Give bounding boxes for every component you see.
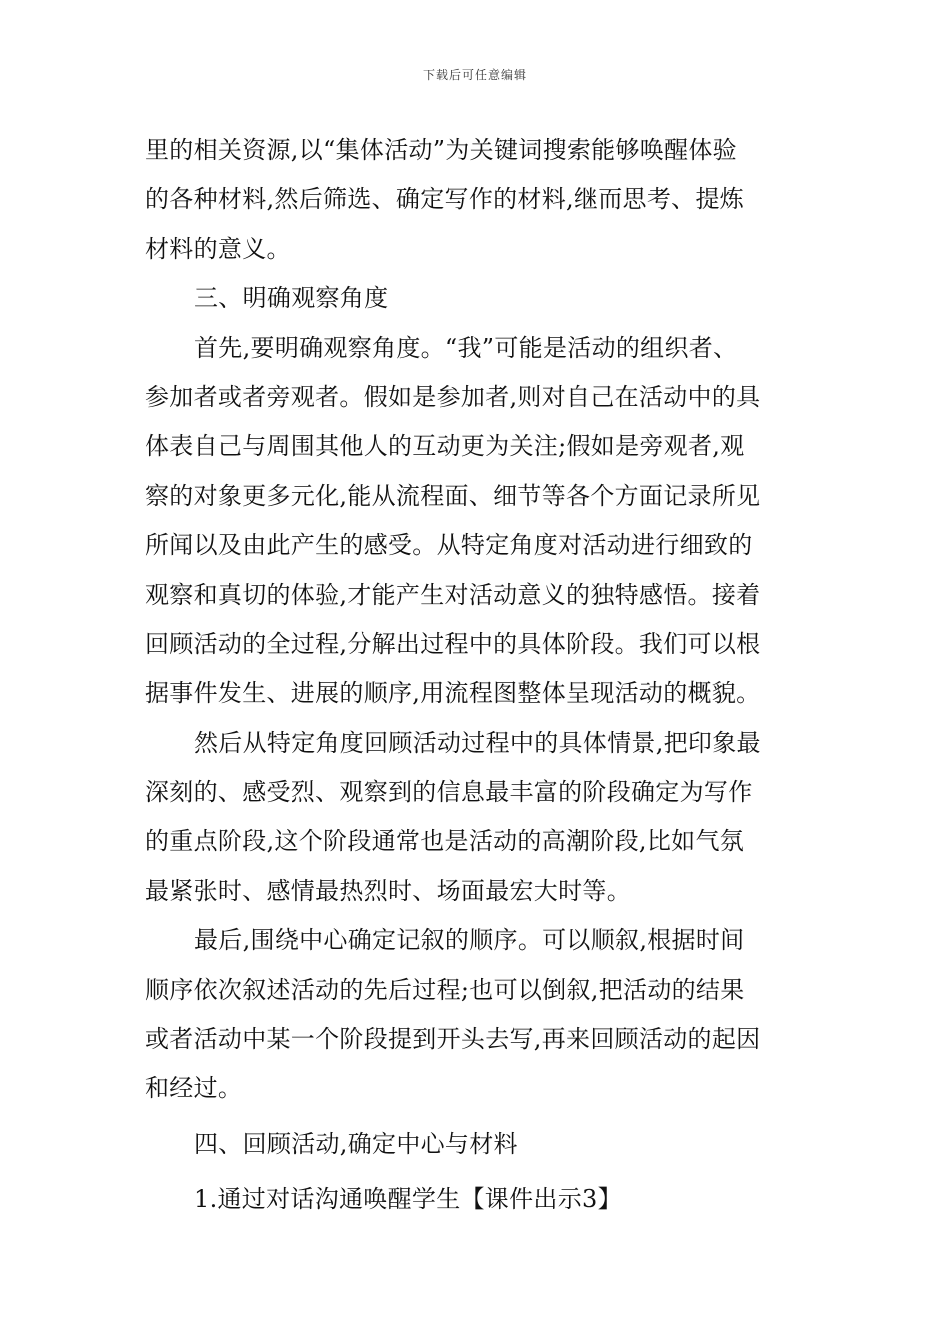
- text-line: 或者活动中某一个阶段提到开头去写,再来回顾活动的起因: [145, 1025, 761, 1054]
- text-line: 里的相关资源,以“集体活动”为关键词搜索能够唤醒体验: [145, 136, 737, 164]
- section-heading: 四、回顾活动,确定中心与材料: [194, 1129, 518, 1158]
- text-line: 和经过。: [145, 1074, 243, 1103]
- text-line: 所闻以及由此产生的感受。从特定角度对活动进行细致的: [145, 531, 753, 560]
- paragraph-start: 首先,要明确观察角度。“我”可能是活动的组织者、: [194, 333, 738, 362]
- text-line: 察的对象更多元化,能从流程面、细节等各个方面记录所见: [145, 481, 761, 510]
- text-line: 材料的意义。: [145, 234, 291, 263]
- text-line: 顺序依次叙述活动的先后过程;也可以倒叙,把活动的结果: [145, 975, 745, 1004]
- text-line: 观察和真切的体验,才能产生对活动意义的独特感悟。接着: [145, 580, 761, 609]
- page-header: 下载后可任意编辑: [422, 68, 527, 82]
- text-line: 据事件发生、进展的顺序,用流程图整体呈现活动的概貌。: [145, 679, 761, 708]
- text-line: 的各种材料,然后筛选、确定写作的材料,继而思考、提炼: [145, 185, 745, 214]
- text-line: 参加者或者旁观者。假如是参加者,则对自己在活动中的具: [145, 382, 761, 411]
- text-line: 深刻的、感受烈、观察到的信息最丰富的阶段确定为写作: [145, 778, 753, 807]
- text-line: 体表自己与周围其他人的互动更为关注;假如是旁观者,观: [145, 432, 745, 461]
- text-line: 的重点阶段,这个阶段通常也是活动的高潮阶段,比如气氛: [145, 827, 745, 856]
- paragraph-start: 最后,围绕中心确定记叙的顺序。可以顺叙,根据时间: [194, 926, 745, 955]
- text-line: 最紧张时、感情最热烈时、场面最宏大时等。: [145, 876, 631, 905]
- document-body: [145, 126, 809, 1225]
- section-heading: 三、明确观察角度: [194, 284, 389, 313]
- text-line: 回顾活动的全过程,分解出过程中的具体阶段。我们可以根: [145, 629, 761, 658]
- paragraph-start: 然后从特定角度回顾活动过程中的具体情景,把印象最: [194, 728, 761, 757]
- list-item: 1.通过对话沟通唤醒学生【课件出示3】: [194, 1185, 622, 1214]
